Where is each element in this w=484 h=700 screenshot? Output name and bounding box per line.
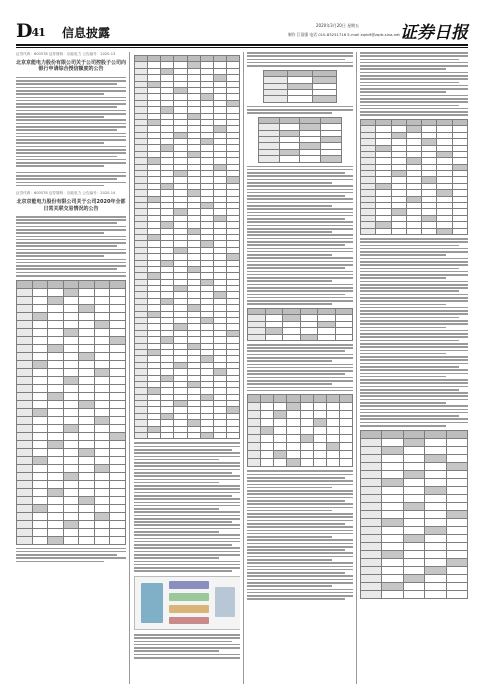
article-code-line: 证券代码：600578 证券简称：京能电力 公告编号：2020-14 (16, 191, 116, 196)
page-header (16, 18, 468, 46)
article-code-line: 证券代码：600578 证券简称：京能电力 公告编号：2020-13 (16, 52, 116, 56)
figure-box (141, 583, 163, 623)
column-3 (247, 52, 353, 602)
dateline: 2020年3月20日 星期五 (316, 23, 360, 28)
article-headline: 北京京能电力股份有限公司关于公司2020年全部日常关联交易情况的公告 (16, 199, 126, 212)
data-table (258, 117, 343, 163)
column-2 (134, 52, 240, 660)
column-4 (360, 52, 468, 602)
column-divider (129, 52, 130, 684)
column-1 (16, 52, 126, 564)
data-table (247, 394, 353, 467)
column-divider (243, 52, 244, 684)
header-rule-thin (16, 47, 468, 48)
page-number-digits: 41 (31, 26, 45, 39)
figure-box (169, 617, 209, 624)
article-headline: 北京京能电力股份有限公司关于公司控股子公司向银行申请综合授信额度的公告 (16, 60, 126, 73)
section-title: 信息披露 (62, 26, 111, 40)
column-divider (356, 52, 357, 684)
figure-box (215, 587, 235, 617)
data-table (360, 119, 468, 235)
org-chart-figure (134, 576, 240, 630)
masthead-logo: 证券日报 (400, 23, 468, 43)
editor-contact: 制作 江国强 电话 010-83251716 E-mail zqrb9@zqrb.sina.net (288, 32, 400, 37)
data-table (247, 308, 353, 341)
data-table (16, 280, 126, 545)
data-table (134, 55, 240, 439)
figure-box (169, 593, 209, 601)
figure-box (169, 605, 209, 613)
figure-box (169, 581, 209, 589)
newspaper-page (16, 18, 468, 688)
page-letter: D (16, 20, 32, 42)
header-rule (16, 44, 468, 46)
page-number (16, 20, 45, 42)
data-table (263, 70, 337, 103)
data-table (360, 430, 468, 599)
